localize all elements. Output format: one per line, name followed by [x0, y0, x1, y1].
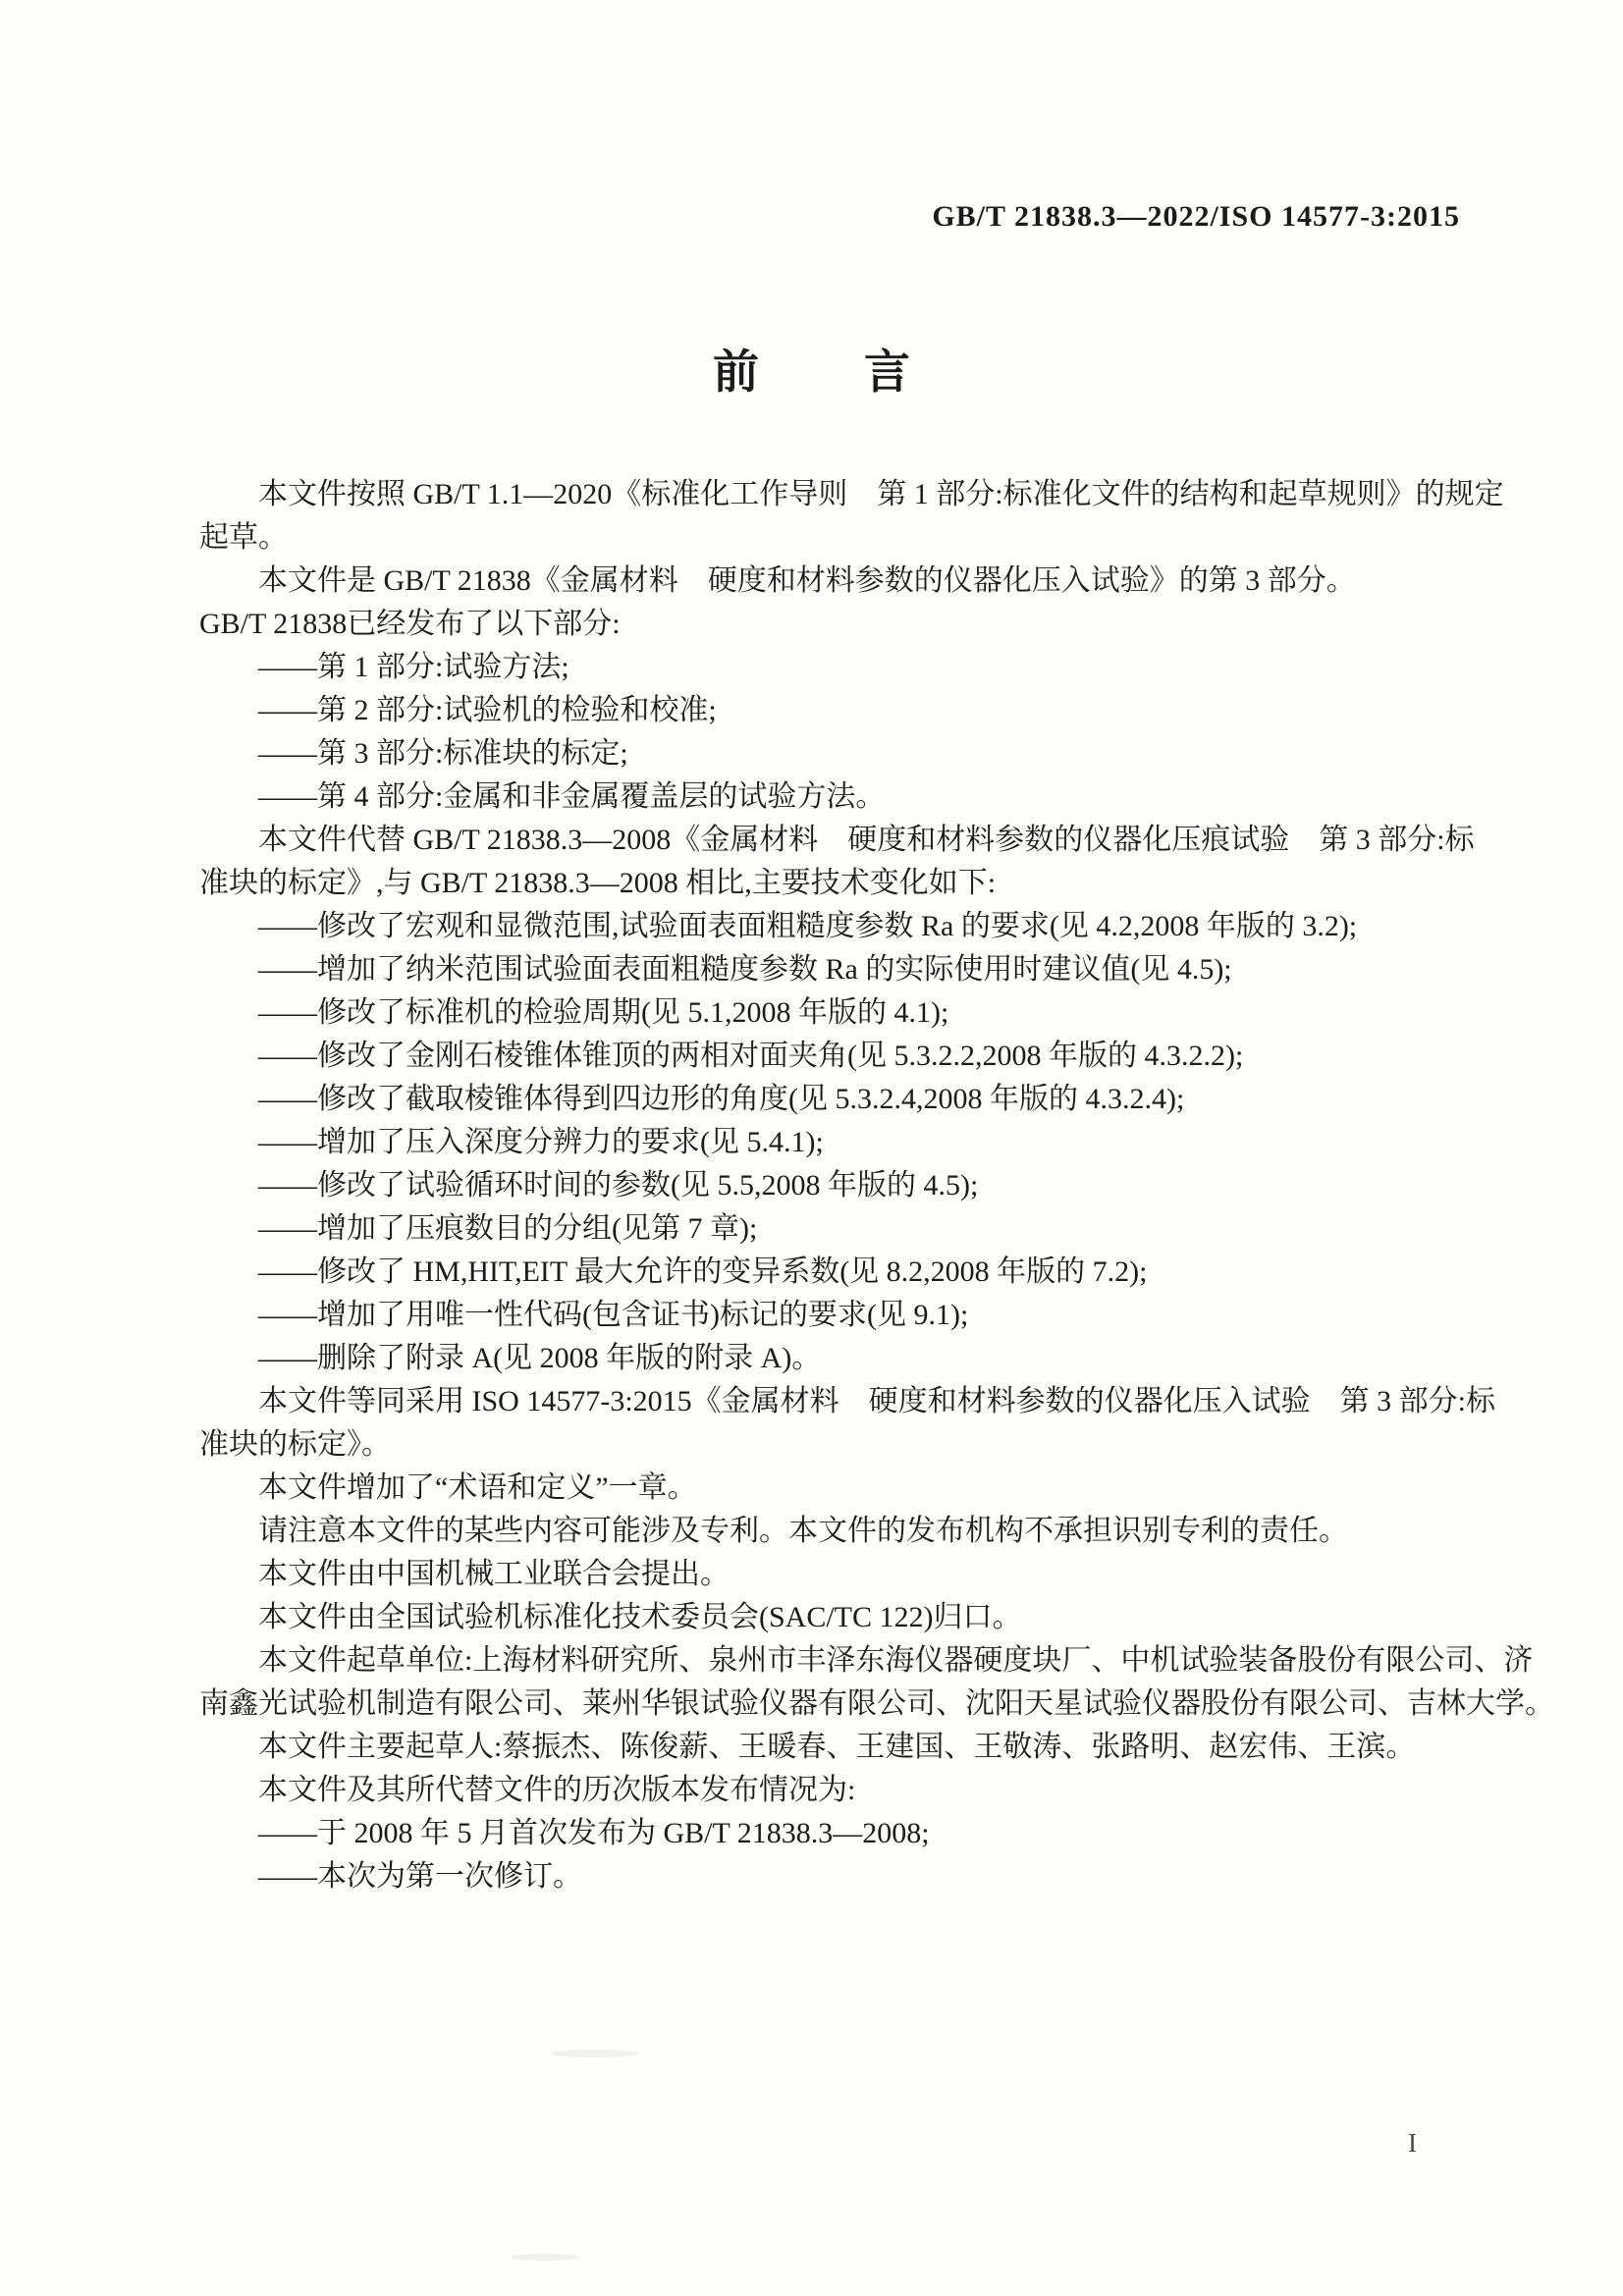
- body-line: 本文件由中国机械工业联合会提出。: [258, 1558, 730, 1590]
- body-line: 准块的标定》,与 GB/T 21838.3—2008 相比,主要技术变化如下:: [199, 867, 997, 899]
- body-line: ——删除了附录 A(见 2008 年版的附录 A)。: [258, 1342, 822, 1374]
- body-line: 请注意本文件的某些内容可能涉及专利。本文件的发布机构不承担识别专利的责任。: [258, 1515, 1348, 1547]
- body-line: ——本次为第一次修订。: [258, 1860, 582, 1893]
- body-line: 本文件按照 GB/T 1.1—2020《标准化工作导则 第 1 部分:标准化文件的结构和起草规则》的规定: [258, 478, 1504, 510]
- body-line: 起草。: [199, 521, 288, 554]
- body-line: ——第 1 部分:试验方法;: [258, 651, 569, 683]
- standard-number: GB/T 21838.3—2022/ISO 14577-3:2015: [932, 200, 1460, 233]
- body-line: 准块的标定》。: [199, 1428, 391, 1461]
- body-line: 南鑫光试验机制造有限公司、莱州华银试验仪器有限公司、沈阳天星试验仪器股份有限公司、吉林大学。: [199, 1687, 1554, 1720]
- body-line: ——增加了压入深度分辨力的要求(见 5.4.1);: [258, 1126, 824, 1158]
- scan-smudge: [511, 2254, 579, 2261]
- body-line: 本文件由全国试验机标准化技术委员会(SAC/TC 122)归口。: [258, 1601, 1022, 1633]
- body-line: 本文件是 GB/T 21838《金属材料 硬度和材料参数的仪器化压入试验》的第 3 部分。: [258, 564, 1356, 597]
- body-line: 本文件增加了“术语和定义”一章。: [258, 1471, 697, 1504]
- body-line: ——修改了宏观和显微范围,试验面表面粗糙度参数 Ra 的要求(见 4.2,2008 年版的 3.2);: [258, 910, 1358, 942]
- body-line: ——增加了纳米范围试验面表面粗糙度参数 Ra 的实际使用时建议值(见 4.5);: [258, 953, 1232, 986]
- body-line: ——第 2 部分:试验机的检验和校准;: [258, 694, 717, 726]
- page-number: I: [1408, 2128, 1418, 2158]
- body-line: 本文件及其所代替文件的历次版本发布情况为:: [258, 1774, 856, 1806]
- body-line: 本文件起草单位:上海材料研究所、泉州市丰泽东海仪器硬度块厂、中机试验装备股份有限公司、济: [258, 1644, 1534, 1677]
- body-line: ——修改了金刚石棱锥体锥顶的两相对面夹角(见 5.3.2.2,2008 年版的 4.3.2.2);: [258, 1040, 1244, 1072]
- body-line: ——第 4 部分:金属和非金属覆盖层的试验方法。: [258, 780, 886, 813]
- body-line: ——增加了用唯一性代码(包含证书)标记的要求(见 9.1);: [258, 1299, 969, 1331]
- body-line: ——修改了试验循环时间的参数(见 5.5,2008 年版的 4.5);: [258, 1169, 979, 1201]
- page-title: 前 言: [713, 346, 940, 398]
- foreword-body: [199, 473, 1554, 1898]
- scan-smudge: [550, 2050, 638, 2057]
- body-line: ——修改了截取棱锥体得到四边形的角度(见 5.3.2.4,2008 年版的 4.3.2.4);: [258, 1083, 1185, 1115]
- body-line: ——增加了压痕数目的分组(见第 7 章);: [258, 1212, 758, 1245]
- body-line: ——修改了标准机的检验周期(见 5.1,2008 年版的 4.1);: [258, 996, 949, 1029]
- body-line: ——修改了 HM,HIT,EIT 最大允许的变异系数(见 8.2,2008 年版的 7.2);: [258, 1255, 1148, 1288]
- body-line: ——于 2008 年 5 月首次发布为 GB/T 21838.3—2008;: [258, 1817, 930, 1849]
- body-line: 本文件代替 GB/T 21838.3—2008《金属材料 硬度和材料参数的仪器化压痕试验 第 3 部分:标: [258, 824, 1475, 856]
- body-line: 本文件等同采用 ISO 14577-3:2015《金属材料 硬度和材料参数的仪器化压入试验 第 3 部分:标: [258, 1385, 1495, 1417]
- body-line: ——第 3 部分:标准块的标定;: [258, 737, 628, 770]
- body-line: 本文件主要起草人:蔡振杰、陈俊薪、王暖春、王建国、王敬涛、张路明、赵宏伟、王滨。: [258, 1731, 1416, 1763]
- body-line: GB/T 21838已经发布了以下部分:: [199, 608, 621, 640]
